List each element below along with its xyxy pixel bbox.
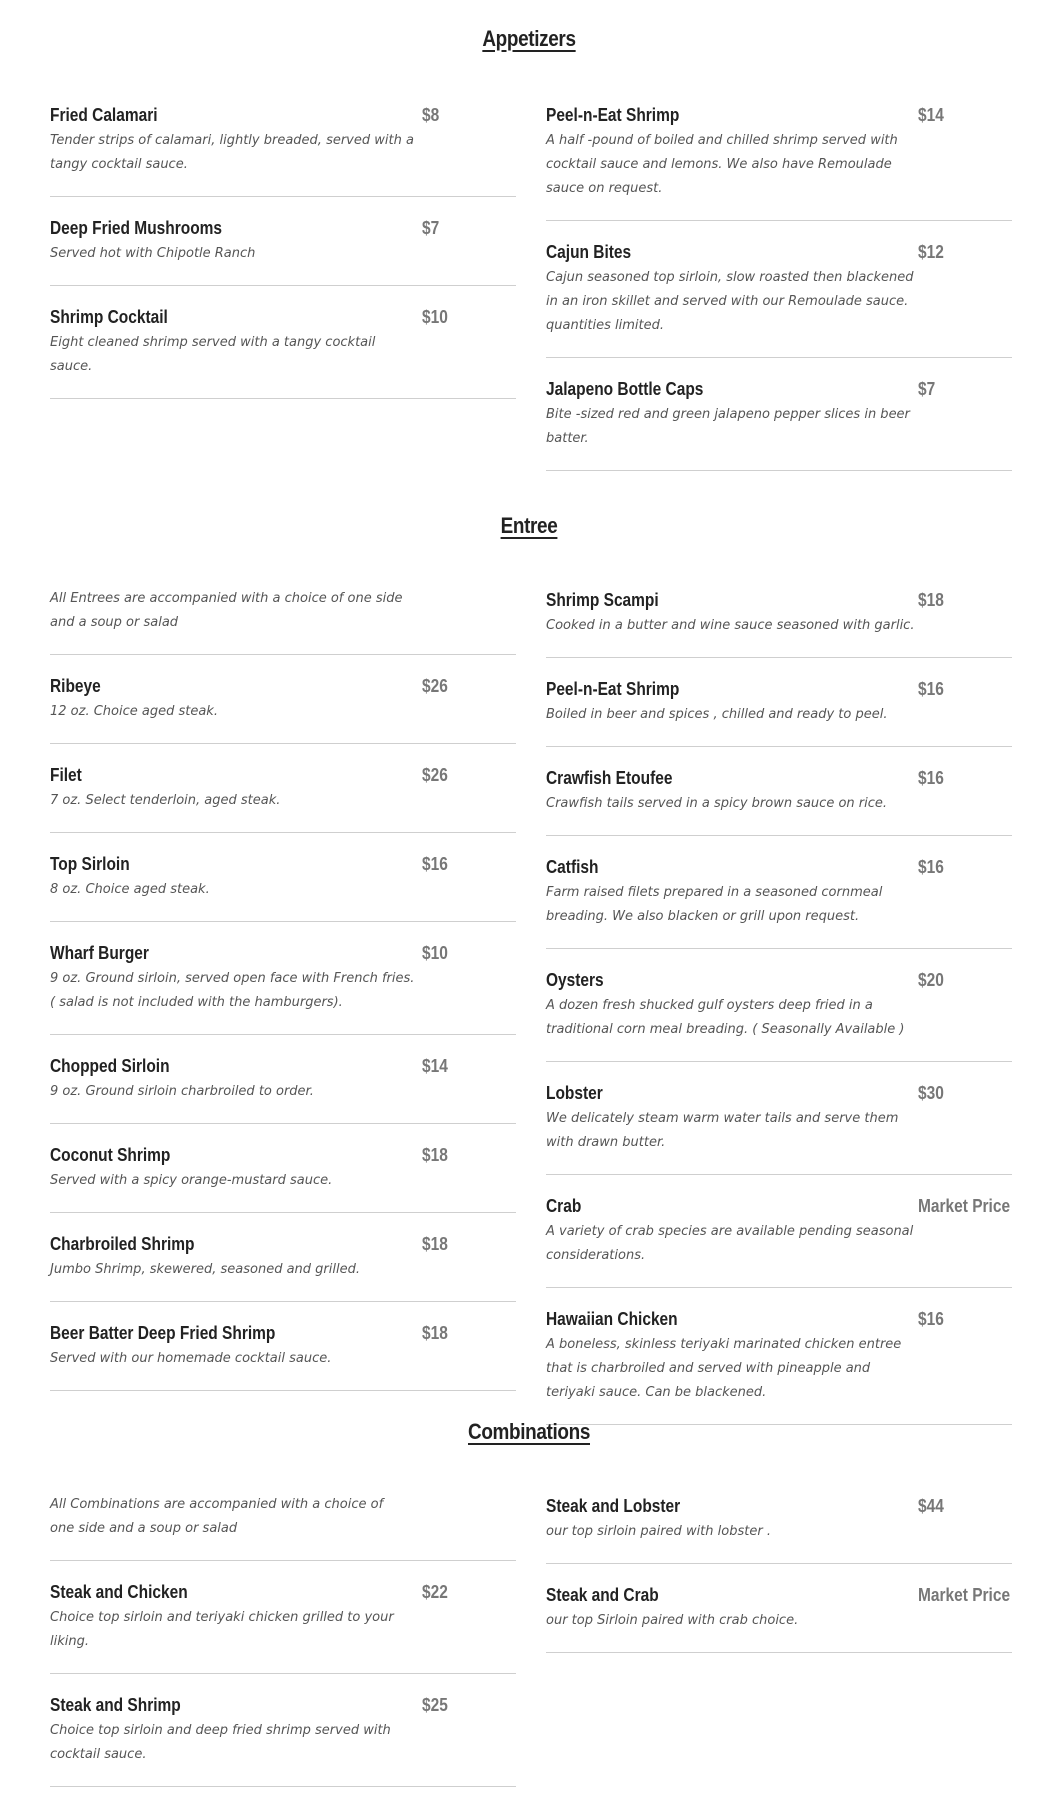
item-name: Shrimp Scampi <box>546 590 659 610</box>
item-description: 9 oz. Ground sirloin charbroiled to order. <box>50 1084 314 1099</box>
item-description: A variety of crab species are available pending seasonal considerations. <box>546 1224 914 1263</box>
item-price: $26 <box>422 676 448 696</box>
item-name: Cajun Bites <box>546 242 632 262</box>
item-price: $14 <box>918 105 944 125</box>
item-price: $22 <box>422 1582 448 1602</box>
appetizers-right-column <box>546 102 1012 471</box>
menu-item <box>50 197 516 286</box>
item-price: $10 <box>422 943 448 963</box>
item-price: $7 <box>918 379 936 399</box>
section-title-combinations: Combinations <box>467 1419 591 1444</box>
menu-item <box>50 922 516 1035</box>
menu-item <box>50 102 516 197</box>
item-description: Eight cleaned shrimp served with a tangy cocktail sauce. <box>50 335 376 374</box>
item-name: Steak and Shrimp <box>50 1695 181 1715</box>
menu-item <box>546 102 1012 221</box>
item-name: Coconut Shrimp <box>50 1145 171 1165</box>
item-name: Top Sirloin <box>50 854 130 874</box>
menu-item <box>50 655 516 744</box>
item-description: A boneless, skinless teriyaki marinated chicken entree that is charbroiled and served with pineapple and teriyaki sauce. Can be blackened. <box>546 1337 902 1400</box>
item-price: $10 <box>422 307 448 327</box>
item-price: $12 <box>918 242 944 262</box>
menu-item <box>50 1561 516 1674</box>
item-name: Crawfish Etoufee <box>546 768 673 788</box>
menu-item <box>546 1062 1012 1175</box>
item-name: Chopped Sirloin <box>50 1056 170 1076</box>
item-description: Tender strips of calamari, lightly breaded, served with a tangy cocktail sauce. <box>50 133 414 172</box>
item-description: Boiled in beer and spices , chilled and ready to peel. <box>546 707 888 722</box>
item-name: Peel-n-Eat Shrimp <box>546 105 680 125</box>
menu-item <box>50 744 516 833</box>
section-note <box>50 587 516 655</box>
item-description: Served hot with Chipotle Ranch <box>50 246 256 261</box>
entree-right-column <box>546 587 1012 1425</box>
item-price: $18 <box>422 1145 448 1165</box>
item-name: Charbroiled Shrimp <box>50 1234 195 1254</box>
menu-item <box>50 286 516 399</box>
menu-item <box>546 658 1012 747</box>
item-price: $18 <box>422 1234 448 1254</box>
item-description: Jumbo Shrimp, skewered, seasoned and grilled. <box>50 1262 360 1277</box>
item-name: Shrimp Cocktail <box>50 307 168 327</box>
item-name: Wharf Burger <box>50 943 149 963</box>
item-price: Market Price <box>918 1585 1011 1605</box>
item-price: $16 <box>918 768 944 788</box>
item-description: Cajun seasoned top sirloin, slow roasted then blackened in an iron skillet and served with our Remoulade sauce. quantities limited. <box>546 270 914 333</box>
menu-item <box>546 587 1012 658</box>
item-name: Fried Calamari <box>50 105 158 125</box>
item-price: $8 <box>422 105 440 125</box>
menu-item <box>50 1035 516 1124</box>
item-description: Served with our homemade cocktail sauce. <box>50 1351 332 1366</box>
item-name: Beer Batter Deep Fried Shrimp <box>50 1323 276 1343</box>
menu-item <box>50 833 516 922</box>
item-description: A dozen fresh shucked gulf oysters deep fried in a traditional corn meal breading. ( Seasonally Available ) <box>546 998 905 1037</box>
item-description: Choice top sirloin and deep fried shrimp served with cocktail sauce. <box>50 1723 391 1762</box>
combinations-note: All Combinations are accompanied with a choice of one side and a soup or salad <box>50 1497 384 1536</box>
item-price: $20 <box>918 970 944 990</box>
item-name: Steak and Lobster <box>546 1496 681 1516</box>
item-description: Farm raised filets prepared in a seasoned cornmeal breading. We also blacken or grill upon request. <box>546 885 883 924</box>
item-description: 9 oz. Ground sirloin, served open face with French fries. ( salad is not included with the hamburgers). <box>50 971 415 1010</box>
entree-note: All Entrees are accompanied with a choice of one side and a soup or salad <box>50 591 403 630</box>
item-price: Market Price <box>918 1196 1011 1216</box>
menu-item <box>50 1124 516 1213</box>
item-price: $16 <box>918 1309 944 1329</box>
item-description: Crawfish tails served in a spicy brown sauce on rice. <box>546 796 888 811</box>
item-name: Jalapeno Bottle Caps <box>546 379 704 399</box>
section-title-entree: Entree <box>500 513 558 538</box>
item-description: 8 oz. Choice aged steak. <box>50 882 210 897</box>
item-name: Filet <box>50 765 82 785</box>
item-price: $16 <box>422 854 448 874</box>
item-description: We delicately steam warm water tails and serve them with drawn butter. <box>546 1111 899 1150</box>
item-name: Steak and Crab <box>546 1585 659 1605</box>
item-price: $25 <box>422 1695 448 1715</box>
item-price: $30 <box>918 1083 944 1103</box>
item-description: Choice top sirloin and teriyaki chicken grilled to your liking. <box>50 1610 394 1649</box>
entree-left-column <box>50 587 516 1391</box>
menu-item <box>546 836 1012 949</box>
item-name: Steak and Chicken <box>50 1582 188 1602</box>
item-description: our top sirloin paired with lobster . <box>546 1524 771 1539</box>
item-description: our top Sirloin paired with crab choice. <box>546 1613 799 1628</box>
item-description: 7 oz. Select tenderloin, aged steak. <box>50 793 281 808</box>
item-description: Cooked in a butter and wine sauce seasoned with garlic. <box>546 618 915 633</box>
item-price: $14 <box>422 1056 448 1076</box>
item-price: $26 <box>422 765 448 785</box>
combinations-left-column <box>50 1493 516 1787</box>
item-price: $44 <box>918 1496 944 1516</box>
menu-item <box>546 949 1012 1062</box>
menu-item <box>546 1564 1012 1653</box>
item-name: Peel-n-Eat Shrimp <box>546 679 680 699</box>
item-price: $7 <box>422 218 440 238</box>
section-title-appetizers: Appetizers <box>482 26 576 51</box>
item-description: A half -pound of boiled and chilled shrimp served with cocktail sauce and lemons. We also have Remoulade sauce on request. <box>546 133 898 196</box>
item-name: Ribeye <box>50 676 101 696</box>
item-price: $16 <box>918 857 944 877</box>
item-description: Served with a spicy orange-mustard sauce. <box>50 1173 333 1188</box>
menu-item <box>546 221 1012 358</box>
item-price: $16 <box>918 679 944 699</box>
item-description: 12 oz. Choice aged steak. <box>50 704 218 719</box>
combinations-right-column <box>546 1493 1012 1653</box>
item-name: Hawaiian Chicken <box>546 1309 678 1329</box>
menu-item <box>546 747 1012 836</box>
item-description: Bite -sized red and green jalapeno pepper slices in beer batter. <box>546 407 910 446</box>
appetizers-left-column <box>50 102 516 399</box>
menu-item <box>50 1302 516 1391</box>
item-price: $18 <box>422 1323 448 1343</box>
menu-item <box>50 1674 516 1787</box>
menu-item <box>546 358 1012 471</box>
item-name: Crab <box>546 1196 582 1216</box>
item-name: Deep Fried Mushrooms <box>50 218 223 238</box>
item-name: Oysters <box>546 970 604 990</box>
section-note <box>50 1493 516 1561</box>
item-price: $18 <box>918 590 944 610</box>
menu-item <box>546 1288 1012 1425</box>
menu-item <box>546 1493 1012 1564</box>
menu-item <box>546 1175 1012 1288</box>
menu-item <box>50 1213 516 1302</box>
item-name: Catfish <box>546 857 599 877</box>
item-name: Lobster <box>546 1083 603 1103</box>
